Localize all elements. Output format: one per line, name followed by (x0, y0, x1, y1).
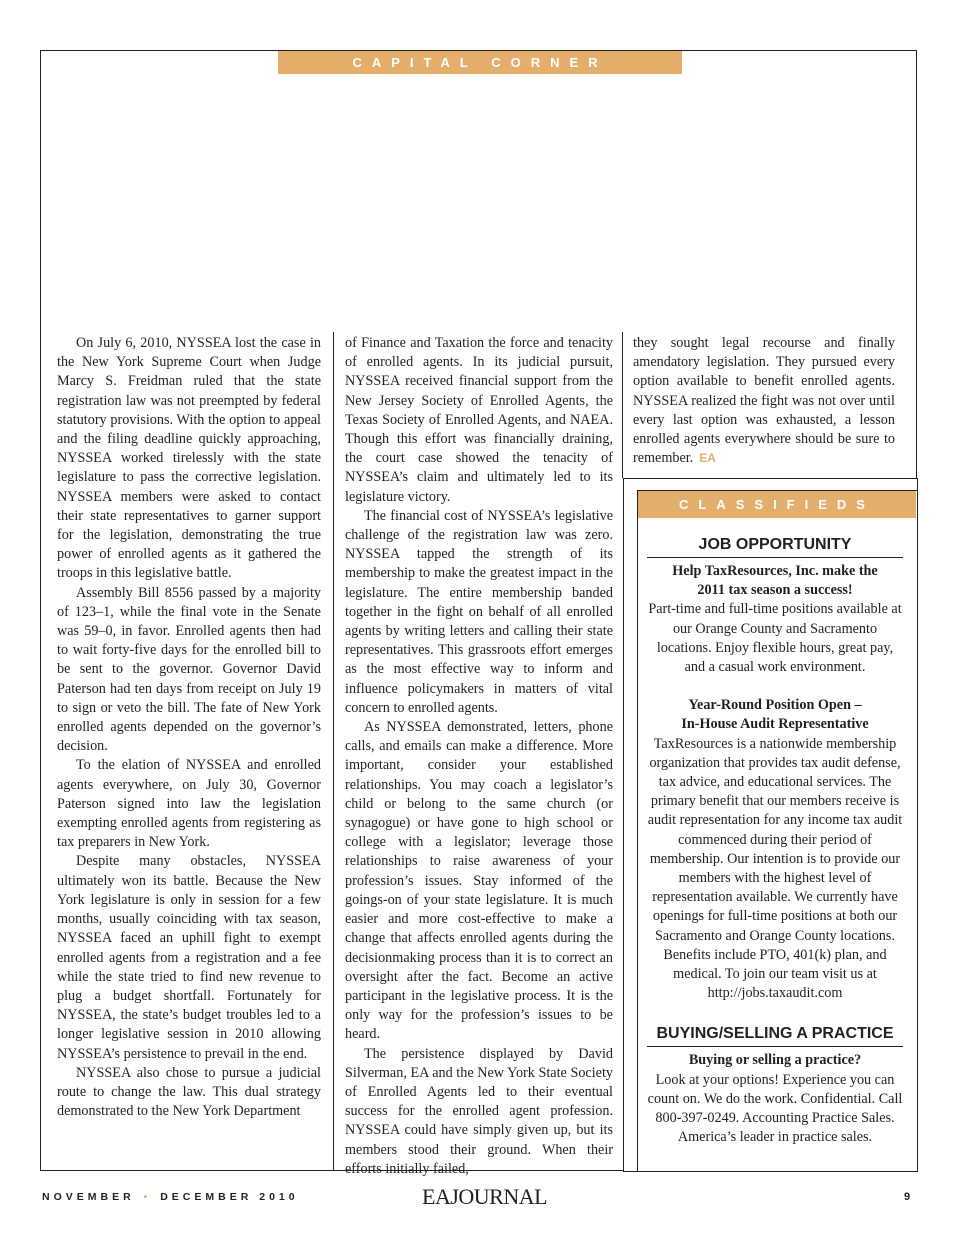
article-paragraph: On July 6, 2010, NYSSEA lost the case in the New York Supreme Court when Judge Marcy S. Freidman ruled that the state registration law was not preempted by federal statutory provisions. With the option to appeal and the filing deadline quickly approaching, NYSSEA worked tirelessly with the state legislature to pass the corrective legislation. NYSSEA members were asked to contact their state representatives to garner support for the legislation, demonstrating the true power of enrolled agents as it gathered the troops in this legislative battle. (57, 335, 321, 582)
issue-rest: DECEMBER 2010 (160, 1191, 299, 1203)
article-paragraph: Assembly Bill 8556 passed by a majority of 123–1, while the final vote in the Senate was 59–0, in favor. Enrolled agents then had to wait forty-five days for the enrolled bill to be sent to the governor. Governor David Paterson had ten days from receipt on July 19 to sign or veto the bill. The fate of New York enrolled agents depended on the governor’s decision. (57, 584, 321, 755)
practice-heading: BUYING/SELLING A PRACTICE (647, 1023, 903, 1047)
article-paragraph: Despite many obstacles, NYSSEA ultimately won its battle. Because the New York legislature is only in session for a few months, usually coinciding with tax season, NYSSEA faced an uphill fight to exempt enrolled agents from a registration and a fee while the state tried to find new revenue to plug a budget shortfall. Fortunately for NYSSEA, the state’s budget troubles led to a longer legislative session in 2010 allowing NYSSEA’s persistence to prevail in the end. (57, 853, 321, 1062)
article-paragraph: The persistence displayed by David Silverman, EA and the New York State Society of Enrolled Agents led to their eventual success for the enrolled agent profession. NYSSEA could have simply given up, but its members stood their ground. When their efforts initially failed, (345, 1045, 613, 1177)
issue-separator: • (143, 1191, 152, 1203)
classifieds-banner: CLASSIFIEDS (638, 491, 916, 518)
job-lead-text: Part-time and full-time positions available at our Orange County and Sacramento locations. Enjoy flexible hours, great pay, and a casual work environment. (648, 601, 902, 676)
position-text: TaxResources is a nationwide membership organization that provides tax audit defense, tax advice, and educational services. The primary benefit that our members receive is audit representation for any income tax audit commenced during their period of membership. Our intention is to provide our members with the highest level of representation available. We currently have openings for full-time positions at both our Sacramento and Orange County locations. Benefits include PTO, 401(k) plan, and medical. To join our team visit us at http://jobs.taxaudit.com (647, 735, 903, 1002)
section-banner: CAPITAL CORNER (278, 51, 682, 74)
job-lead-bold: 2011 tax season a success! (697, 582, 853, 599)
article-paragraph: NYSSEA also chose to pursue a judicial route to change the law. This dual strategy demonstrated to the New York Department (57, 1064, 321, 1120)
article-paragraph: To the elation of NYSSEA and enrolled agents everywhere, on July 30, Governor Paterson signed into law the legislation exempting enrolled agents from registering as tax preparers in New York. (57, 757, 321, 851)
job-lead-bold: Help TaxResources, Inc. make the (672, 563, 878, 579)
article-column-3 (633, 334, 895, 468)
column-divider (333, 332, 334, 1170)
position-title: Year-Round Position Open – (688, 697, 862, 714)
practice-text: Look at your options! Experience you can count on. We do the work. Confidential. Call 800-397-0249. Accounting Practice Sales. America’s leader in practice sales. (647, 1071, 903, 1146)
page-number: 9 (904, 1191, 911, 1203)
job-opportunity-heading: JOB OPPORTUNITY (647, 534, 903, 558)
article-paragraph: The financial cost of NYSSEA’s legislative challenge of the registration law was zero. NYSSEA tapped the strength of its membership to make the greatest impact in the legislature. The entire membership banded together in the fight on behalf of all enrolled agents by writing letters and calling their state representatives. This grassroots effort emerges as the most effective way to inform and influence policymakers in matters of vital concern to enrolled agents. (345, 507, 613, 716)
position-title: In-House Audit Representative (681, 716, 869, 733)
article-column-1 (57, 334, 321, 1121)
issue-month: NOVEMBER (42, 1191, 135, 1203)
article-paragraph: of Finance and Taxation the force and tenacity of enrolled agents. In its judicial pursuit, NYSSEA received financial support from the New Jersey Society of Enrolled Agents, the Texas Society of Enrolled Agents, and NAEA. Though this effort was financially draining, the court case showed the tenacity of NYSSEA’s claim and ultimately led to its legislature victory. (345, 335, 613, 505)
article-column-2 (345, 334, 613, 1179)
column-divider (622, 332, 623, 478)
classifieds-content (645, 534, 905, 1147)
article-paragraph: they sought legal recourse and finally amendatory legislation. They pursued every option available to benefit enrolled agents. NYSSEA realized the fight was not over until every last option was exhausted, a lesson enrolled agents everywhere should be sure to remember. (633, 335, 895, 467)
article-paragraph: As NYSSEA demonstrated, letters, phone calls, and emails can make a difference. More important, consider your established relationships. You may coach a legislator’s child or belong to the same church (or synagogue) or have gone to high school or college with a legislator; leverage those relationships to raise awareness of your profession’s issues. Stay informed of the goings-on of your state legislature. It is much easier and more cost-effective to make a change that affects enrolled agents during the decisionmaking process than it is to correct an oversight after the fact. Become an active participant in the legislative process. It is the only way for the profession’s issues to be heard. (345, 719, 613, 1043)
ea-journal-logo: EAJOURNAL (422, 1184, 548, 1209)
end-mark: EA (699, 451, 716, 466)
issue-date (42, 1191, 299, 1203)
practice-lead-bold: Buying or selling a practice? (688, 1052, 862, 1069)
